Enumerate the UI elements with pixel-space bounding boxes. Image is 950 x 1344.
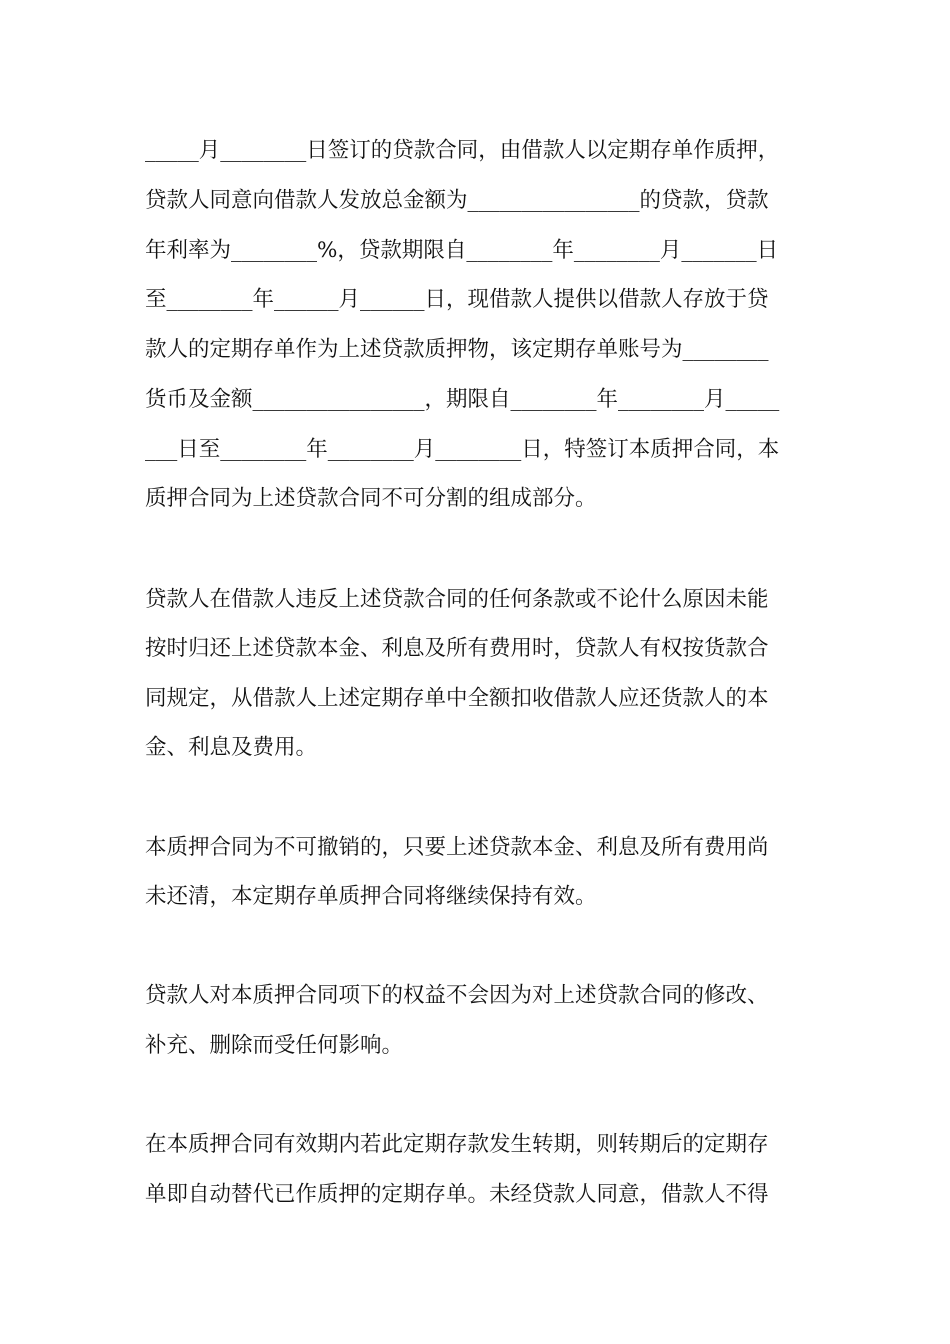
paragraph-line: 金、利息及费用。 [145,735,318,760]
paragraph-line: 单即自动替代已作质押的定期存单。未经贷款人同意，借款人不得 [145,1182,769,1207]
paragraph-line: 贷款人同意向借款人发放总金额为________________的贷款，贷款 [145,188,769,213]
paragraph-line: ___日至________年________月________日，特签订本质押合同，本 [145,437,780,462]
paragraph-line: 货币及金额________________，期限自________年________月_____ [145,387,780,412]
paragraph-line: 至________年______月______日，现借款人提供以借款人存放于贷 [145,287,769,312]
paragraph-line: 在本质押合同有效期内若此定期存款发生转期，则转期后的定期存 [145,1132,769,1157]
paragraph-line: 补充、删除而受任何影响。 [145,1033,404,1058]
paragraph-line: 贷款人在借款人违反上述贷款合同的任何条款或不论什么原因未能 [145,587,769,612]
paragraph-line: _____月________日签订的贷款合同，由借款人以定期存单作质押， [145,138,780,163]
paragraph-line: 按时归还上述贷款本金、利息及所有费用时，贷款人有权按货款合 [145,636,769,661]
paragraph-line: 年利率为________%，贷款期限自________年________月_______日 [145,238,779,263]
paragraph-line: 同规定，从借款人上述定期存单中全额扣收借款人应还货款人的本 [145,686,769,711]
paragraph-line: 本质押合同为不可撤销的，只要上述贷款本金、利息及所有费用尚 [145,835,769,860]
paragraph-line: 未还清，本定期存单质押合同将继续保持有效。 [145,884,597,909]
paragraph-line: 款人的定期存单作为上述贷款质押物，该定期存单账号为________ [145,337,769,362]
paragraph-line: 贷款人对本质押合同项下的权益不会因为对上述贷款合同的修改、 [145,983,769,1008]
paragraph-line: 质押合同为上述贷款合同不可分割的组成部分。 [145,486,597,511]
